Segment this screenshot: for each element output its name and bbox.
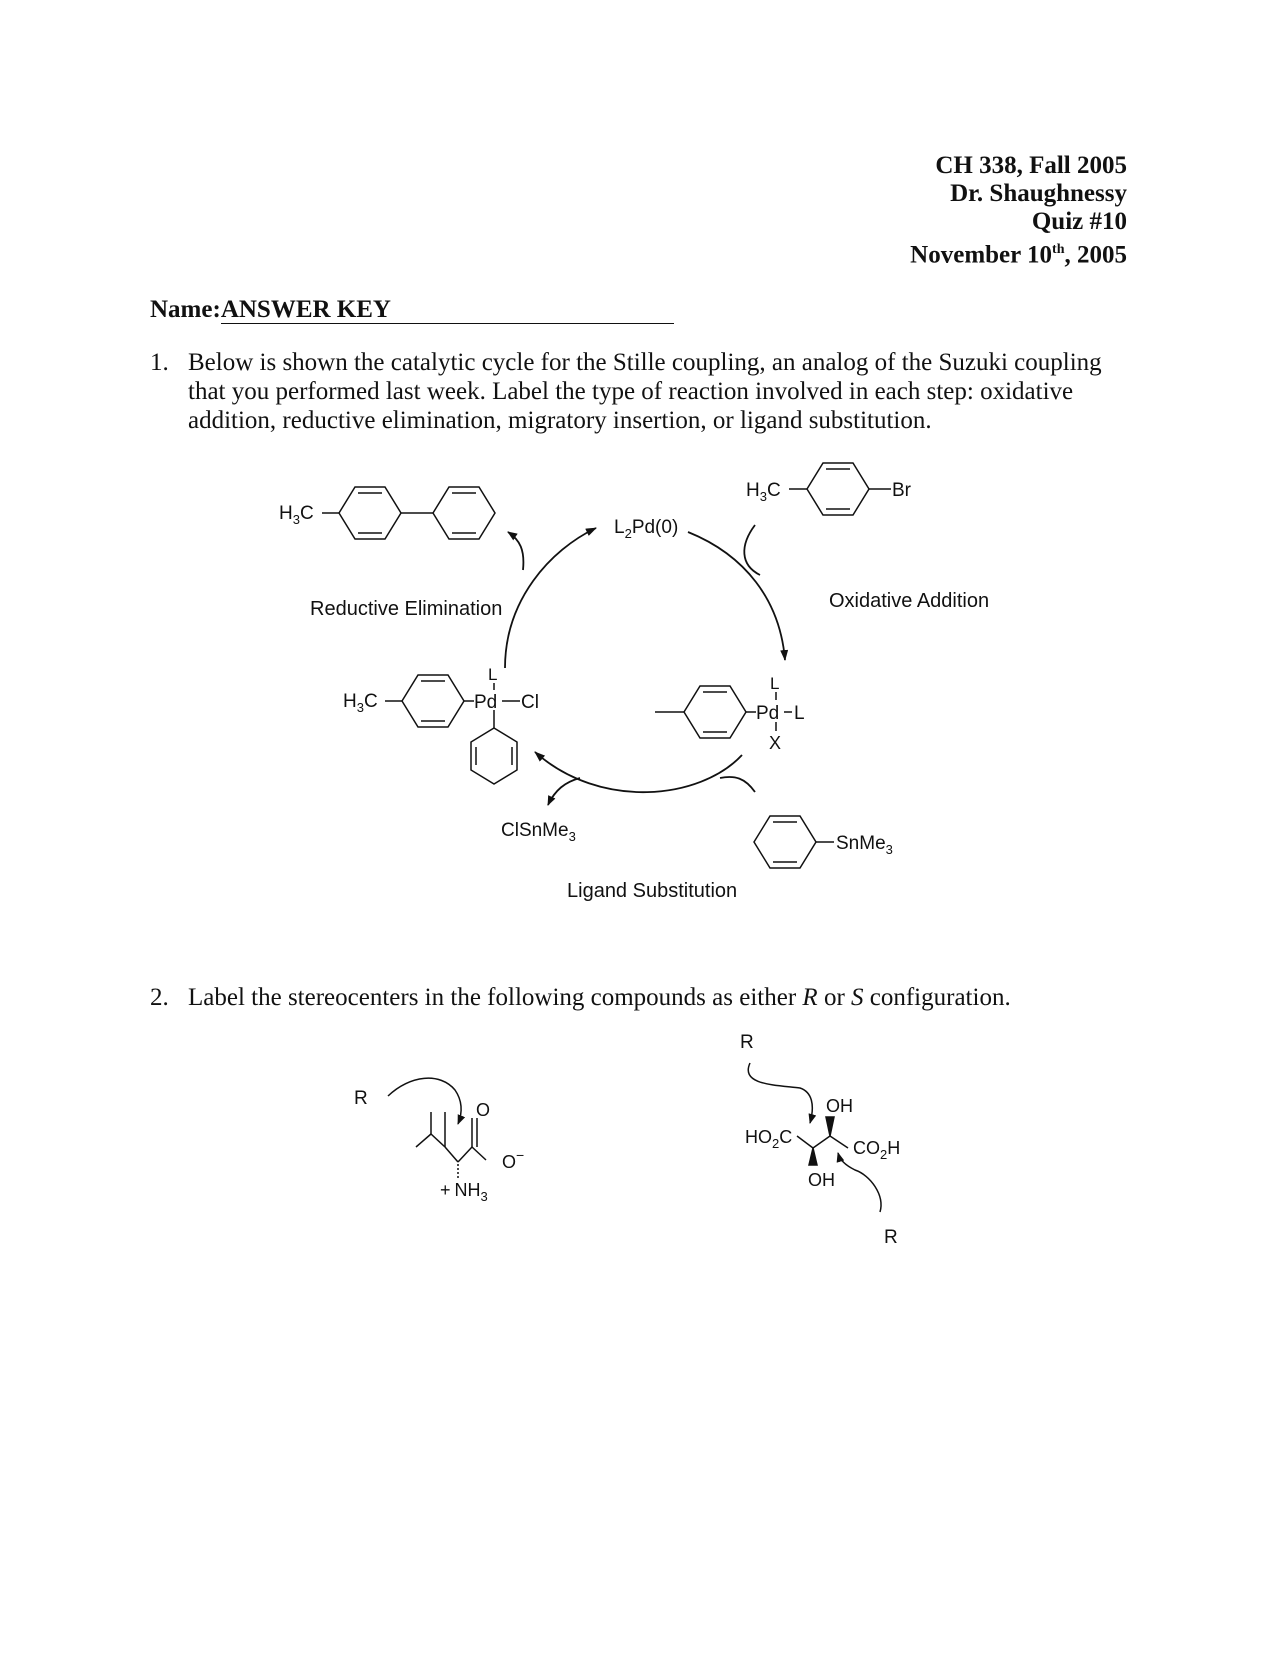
tartaric-ho2c: $HO_2C$ (745, 1127, 793, 1151)
cycle-arcs (505, 525, 785, 805)
product-exit-arrow (508, 532, 523, 570)
name-label: Name: (150, 296, 221, 323)
tartaric-answer-top: R (740, 1032, 754, 1053)
bromine-label: Br (892, 480, 911, 501)
oxidative-entry-arrow (744, 525, 760, 575)
tartaric-oh-top: OH (826, 1096, 853, 1116)
left-pd-intermediate (343, 665, 539, 784)
right-pd-intermediate (655, 674, 805, 753)
pd-right-label: Pd (756, 703, 780, 724)
ligand-l-right: L (794, 703, 805, 724)
question-1-line: that you performed last week. Label the type of reaction involved in each step: oxidative (188, 378, 1074, 405)
pd-left-label: Pd (474, 692, 498, 713)
catalyst-label: $L_2Pd(0)$ (614, 517, 679, 541)
stannane-entry-arrow (720, 777, 755, 792)
tartaric-answer-bottom: R (884, 1227, 898, 1248)
cycle-arrow-oxidative (688, 532, 785, 660)
cycle-arrow-transmetalation (535, 752, 742, 792)
halide-x-label: X (769, 733, 782, 753)
chloride-label: Cl (521, 692, 539, 713)
tartaric-arrow-top (748, 1063, 812, 1123)
valine-carbonyl-o: O (476, 1100, 491, 1120)
valine-amine: + $NH_3$ (440, 1180, 488, 1204)
phenyl-stannane (754, 816, 893, 868)
question-1-line: Below is shown the catalytic cycle for the Stille coupling, an analog of the Suzuki coupling (188, 349, 1102, 376)
quiz-number: Quiz #10 (1031, 208, 1127, 235)
valine-oxide: O− (502, 1147, 525, 1172)
oxidative-addition-label: Oxidative Addition (829, 590, 990, 612)
course-title: CH 338, Fall 2005 (935, 152, 1127, 179)
product-biaryl (279, 487, 495, 539)
tartaric-co2h: $CO_2H$ (853, 1138, 901, 1162)
ligand-substitution-label: Ligand Substitution (567, 880, 738, 902)
valine-curly-arrow (388, 1078, 461, 1124)
question-1-number: 1. (150, 349, 169, 376)
tartaric-structure (740, 1032, 900, 1248)
valine-answer: R (354, 1088, 368, 1109)
instructor-name: Dr. Shaughnessy (950, 180, 1127, 207)
question-2 (150, 983, 1150, 1013)
product-h3c: $H_3C$ (279, 503, 314, 527)
cycle-arrow-reductive (505, 528, 596, 668)
valine-structure (354, 1078, 524, 1204)
quiz-date: November 10th, 2005 (910, 241, 1127, 269)
tartaric-oh-bottom: OH (808, 1170, 835, 1190)
byproduct-label: ClSnMe$_3$ (501, 820, 576, 844)
intermediate-h3c: $H_3C$ (343, 691, 378, 715)
reductive-elimination-label: Reductive Elimination (310, 598, 503, 620)
ligand-l-top: L (770, 674, 780, 693)
aryl-bromide (746, 463, 912, 515)
name-answer: ANSWER KEY (221, 297, 674, 324)
question-1-line: addition, reductive elimination, migratory insertion, or ligand substitution. (188, 407, 932, 434)
tartaric-arrow-bottom (838, 1153, 881, 1212)
aryl-bromide-h3c: $H_3C$ (746, 480, 781, 504)
ligand-l-left: L (488, 665, 498, 684)
byproduct-exit-arrow (548, 778, 580, 805)
stannane-label: SnMe$_3$ (836, 833, 893, 857)
question-2-text: Label the stereocenters in the following compounds as either R or S configuration. (188, 984, 1011, 1011)
question-2-number: 2. (150, 984, 169, 1011)
